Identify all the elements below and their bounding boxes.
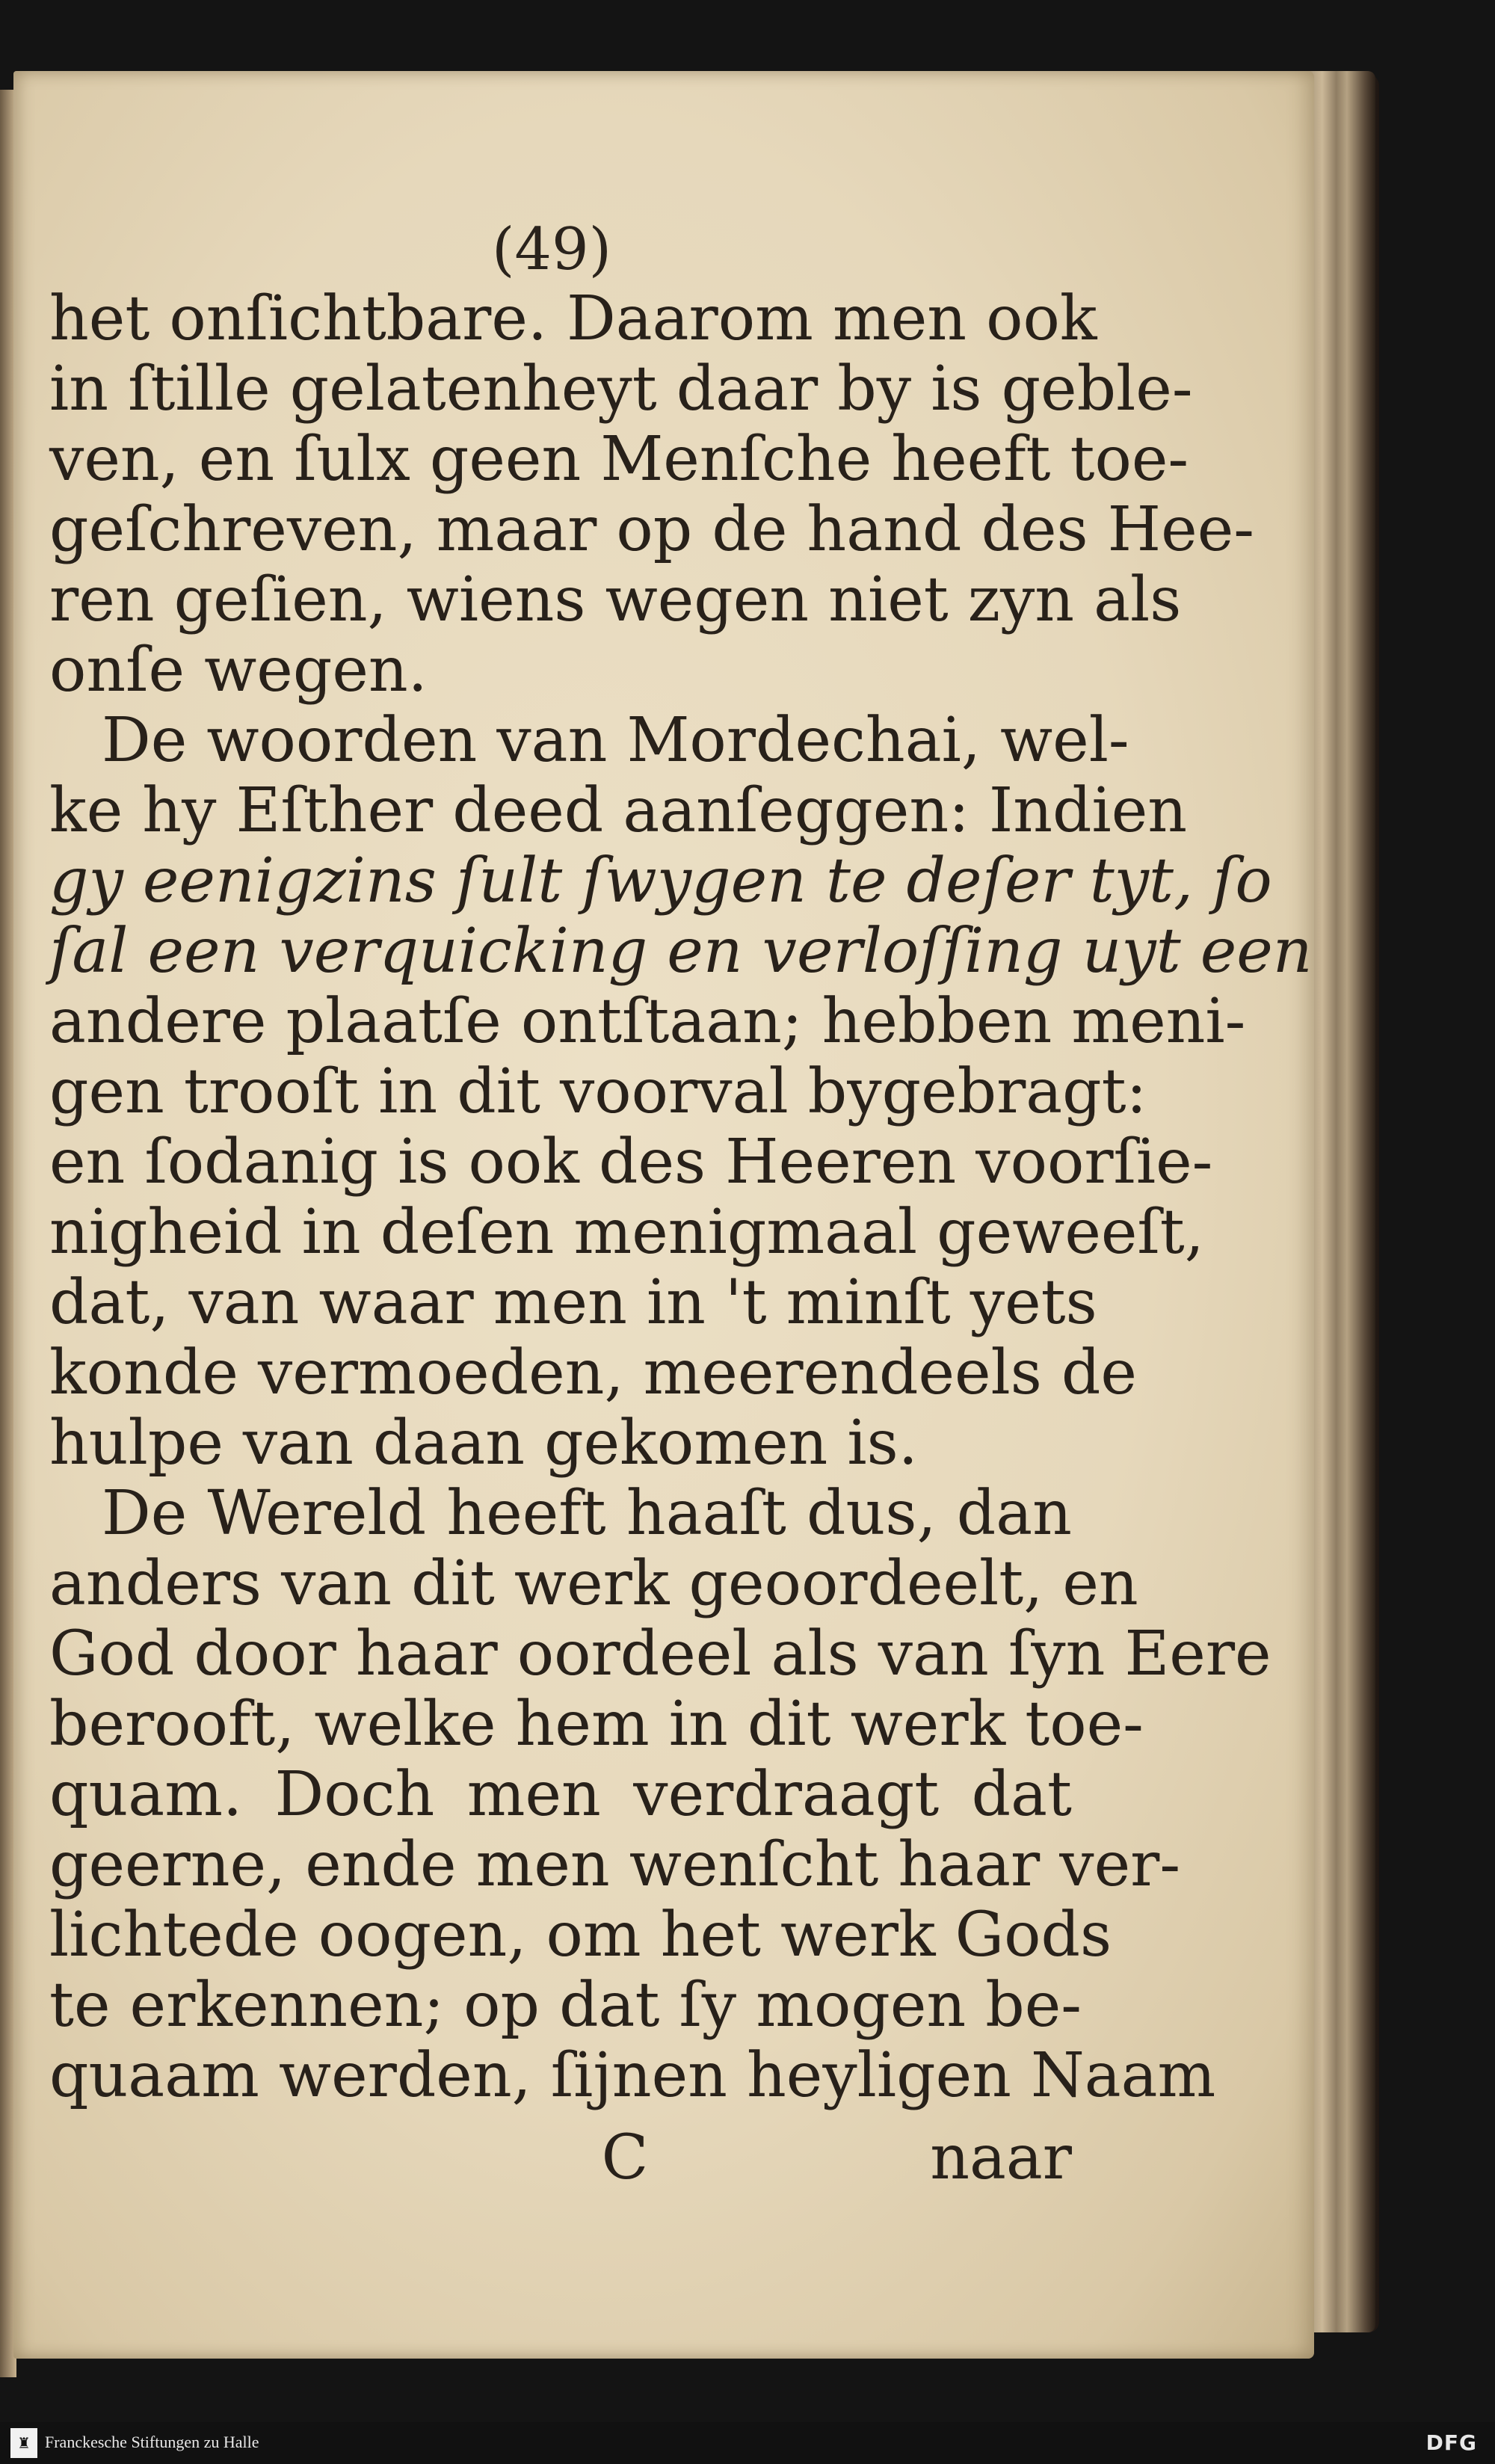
text-line: andere plaatſe ontſtaan; hebben meni- (49, 986, 1246, 1057)
text-line: quaam werden, ſijnen heyligen Naam (49, 2040, 1216, 2111)
book-page (13, 71, 1314, 2359)
text-line: onſe wegen. (49, 635, 428, 706)
text-line: quam. Doch men verdraagt dat (49, 1759, 1072, 1830)
text-line: te erkennen; op dat ſy mogen be- (49, 1970, 1082, 2041)
text-line: nigheid in deſen menigmaal geweeſt, (49, 1197, 1204, 1268)
text-line: anders van dit werk geoordeelt, en (49, 1548, 1138, 1619)
paragraph-start-line: De woorden van Mordechai, wel- (102, 705, 1129, 776)
paragraph-start-line: De Wereld heeft haaſt dus, dan (102, 1478, 1072, 1549)
text-line: gen trooſt in dit voorval bygebragt: (49, 1056, 1147, 1127)
text-line: berooft, welke hem in dit werk toe- (49, 1689, 1144, 1760)
text-line: konde vermoeden, meerendeels de (49, 1337, 1137, 1408)
book-page-edges (1304, 71, 1375, 2332)
institution-logo-icon: ♜ (10, 2428, 37, 2458)
italic-quote-line: gy eenigzins ſult ſwygen te deſer tyt, ſo (49, 846, 1272, 917)
text-line: hulpe van daan gekomen is. (49, 1408, 918, 1479)
text-line: God door haar oordeel als van ſyn Eere (49, 1618, 1271, 1690)
dfg-logo: DFG (1425, 2430, 1477, 2455)
viewer-footer (0, 2422, 1495, 2464)
signature-mark: C (601, 2122, 649, 2193)
text-line: in ſtille gelatenheyt daar by is geble- (49, 354, 1193, 425)
page-footer-row (49, 2123, 1072, 2193)
catchword: naar (930, 2122, 1072, 2193)
text-line: ven, en ſulx geen Menſche heeft toe- (49, 424, 1189, 495)
italic-quote-line: ſal een verquicking en verloſſing uyt een (49, 916, 1313, 987)
page-number: (49) (491, 216, 612, 283)
text-line: geerne, ende men wenſcht haar ver- (49, 1829, 1181, 1900)
text-line: dat, van waar men in 't minſt yets (49, 1267, 1097, 1338)
text-line: het onſichtbare. Daarom men ook (49, 283, 1097, 354)
text-line: geſchreven, maar op de hand des Hee- (49, 494, 1254, 565)
text-line: lichtede oogen, om het werk Gods (49, 1900, 1112, 1971)
text-line: ke hy Eſther deed aanſeggen: Indien (49, 775, 1188, 846)
body-text (49, 283, 1313, 2111)
institution-name: Franckesche Stiftungen zu Halle (45, 2433, 259, 2451)
text-line: en ſodanig is ook des Heeren voorſie- (49, 1127, 1213, 1198)
text-line: ren geſien, wiens wegen niet zyn als (49, 564, 1182, 635)
